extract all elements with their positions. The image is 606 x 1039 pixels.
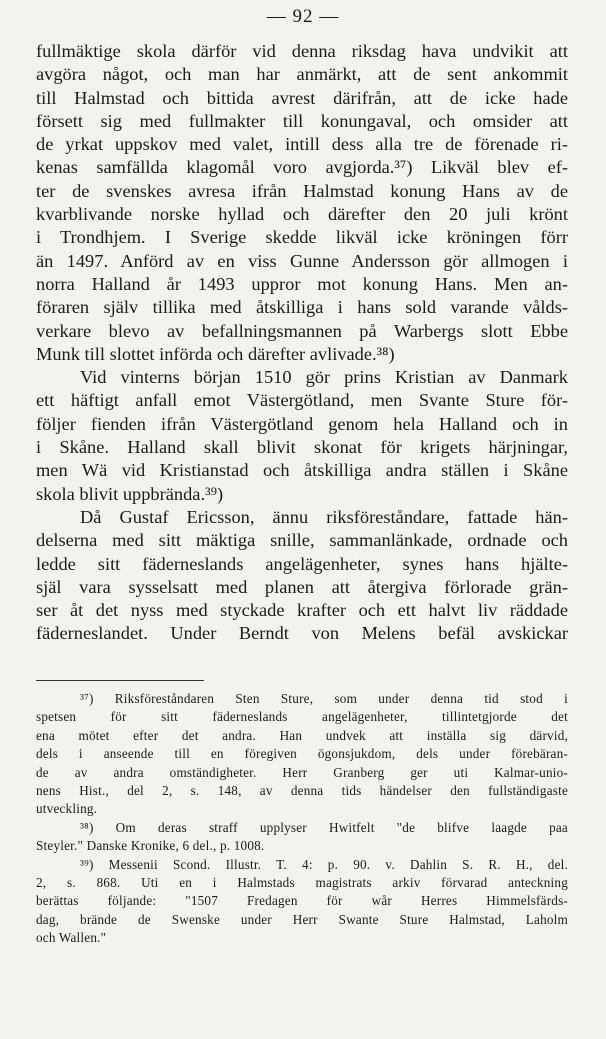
footnote <box>36 690 568 819</box>
paragraph <box>36 366 568 506</box>
footnote-line: nens Hist., del 2, s. 148, av denna tids händelser den fullständigaste <box>36 782 568 798</box>
text-line: föraren själv tillika med åtskilliga i hans sold varande vålds- <box>36 297 568 318</box>
text-line: skola blivit uppbrända.³⁹) <box>36 483 224 504</box>
footnote-line: utveckling. <box>36 801 98 817</box>
footnote-line: de av andra omständigheter. Herr Granberg ger uti Kalmar-unio- <box>36 764 568 780</box>
text-line: själ vara sysselsatt med planen att återgiva förlorade grän- <box>36 576 568 597</box>
footnote-line: ³⁹) Messenii Scond. Illustr. T. 4: p. 90. v. Dahlin S. R. H., del. <box>80 856 568 872</box>
footnote-line: ³⁸) Om deras straff upplyser Hwitfelt "de blifve laagde paa <box>80 819 568 835</box>
text-line: verkare blevo av befallningsmannen på Warbergs slott Ebbe <box>36 320 568 341</box>
text-line: försett sig med fullmakter till konungaval, och omsider att <box>36 110 568 131</box>
text-line: ter de svenskes avresa ifrån Halmstad konung Hans av de <box>36 180 568 201</box>
footnote-line: spetsen för sitt fäderneslands angelägenheter, tillintetgjorde det <box>36 709 568 725</box>
text-line: kvarblivande norske hyllad och därefter den 20 juli krönt <box>36 204 568 225</box>
text-line: Då Gustaf Ericsson, ännu riksföreståndare, fattade hän- <box>80 506 568 527</box>
page-number: — 92 — <box>266 6 340 27</box>
footnote-line: berättas följande: "1507 Fredagen för wår Herres Himmelsfärds- <box>36 893 568 909</box>
text-line: kenas samfällda klagomål voro avgjorda.³⁷) Likväl blev ef- <box>36 157 568 178</box>
footnote-line: dag, brände de Swenske under Herr Swante Sture Halmstad, Laholm <box>36 911 568 927</box>
text-line: men Wä vid Kristianstad och åtskilliga andra ställen i Skåne <box>36 460 568 481</box>
text-line: till Halmstad och bittida avrest därifrån, att de icke hade <box>36 87 568 108</box>
text-line: fäderneslandet. Under Berndt von Melens befäl avskickar <box>36 623 568 644</box>
text-line: norra Halland år 1493 uppror mot konung Hans. Men an- <box>36 273 568 294</box>
footnote-line: 2, s. 868. Uti en i Halmstads magistrats arkiv förvarad anteckning <box>36 874 568 890</box>
text-line: än 1497. Anförd av en viss Gunne Andersson gör allmogen i <box>36 250 568 271</box>
text-line: ser åt det nyss med styckade krafter och ett halvt liv räddade <box>36 600 568 621</box>
text-line: avgöra något, och man har anmärkt, att de sent ankommit <box>36 64 568 85</box>
text-line: ledde sitt fäderneslands angelägenheter, synes hans hjälte- <box>36 553 568 574</box>
text-line: fullmäktige skola därför vid denna riksdag hava undvikit att <box>36 41 568 61</box>
text-line: i Trondhjem. I Sverige skedde likväl icke kröningen förr <box>36 227 568 248</box>
text-line: de yrkat uppskov med valet, intill dess alla tre de förenade ri- <box>36 134 568 155</box>
footnote-line: ena mötet efter det andra. Han undvek att inställa sig därvid, <box>36 727 568 743</box>
text-line: följer fienden ifrån Västergötland genom hela Halland och in <box>36 413 568 434</box>
footnotes <box>36 690 568 947</box>
body-text <box>36 40 568 646</box>
footnote-divider <box>36 680 204 681</box>
footnote-line: och Wallen." <box>36 930 107 946</box>
text-line: delserna med sitt mäktiga snille, sammanlänkade, ordnade och <box>36 530 568 551</box>
text-line: ett häftigt anfall emot Västergötland, men Svante Sture för- <box>36 390 568 411</box>
text-line: Munk till slottet införda och därefter avlivade.³⁸) <box>36 343 395 364</box>
footnote-line: dels i anseende till en föregiven ögonsjukdom, dels under förebäran- <box>36 746 568 762</box>
paragraph <box>36 506 568 646</box>
footnote-line: Steyler." Danske Kronike, 6 del., p. 1008. <box>36 838 265 854</box>
footnote <box>36 819 568 856</box>
text-line: Vid vinterns början 1510 gör prins Kristian av Danmark <box>80 367 568 388</box>
text-line: i Skåne. Halland skall blivit skonat för krigets härjningar, <box>36 437 568 458</box>
paragraph <box>36 40 568 366</box>
footnote <box>36 856 568 948</box>
footnote-line: ³⁷) Riksföreståndaren Sten Sture, som under denna tid stod i <box>80 691 568 706</box>
